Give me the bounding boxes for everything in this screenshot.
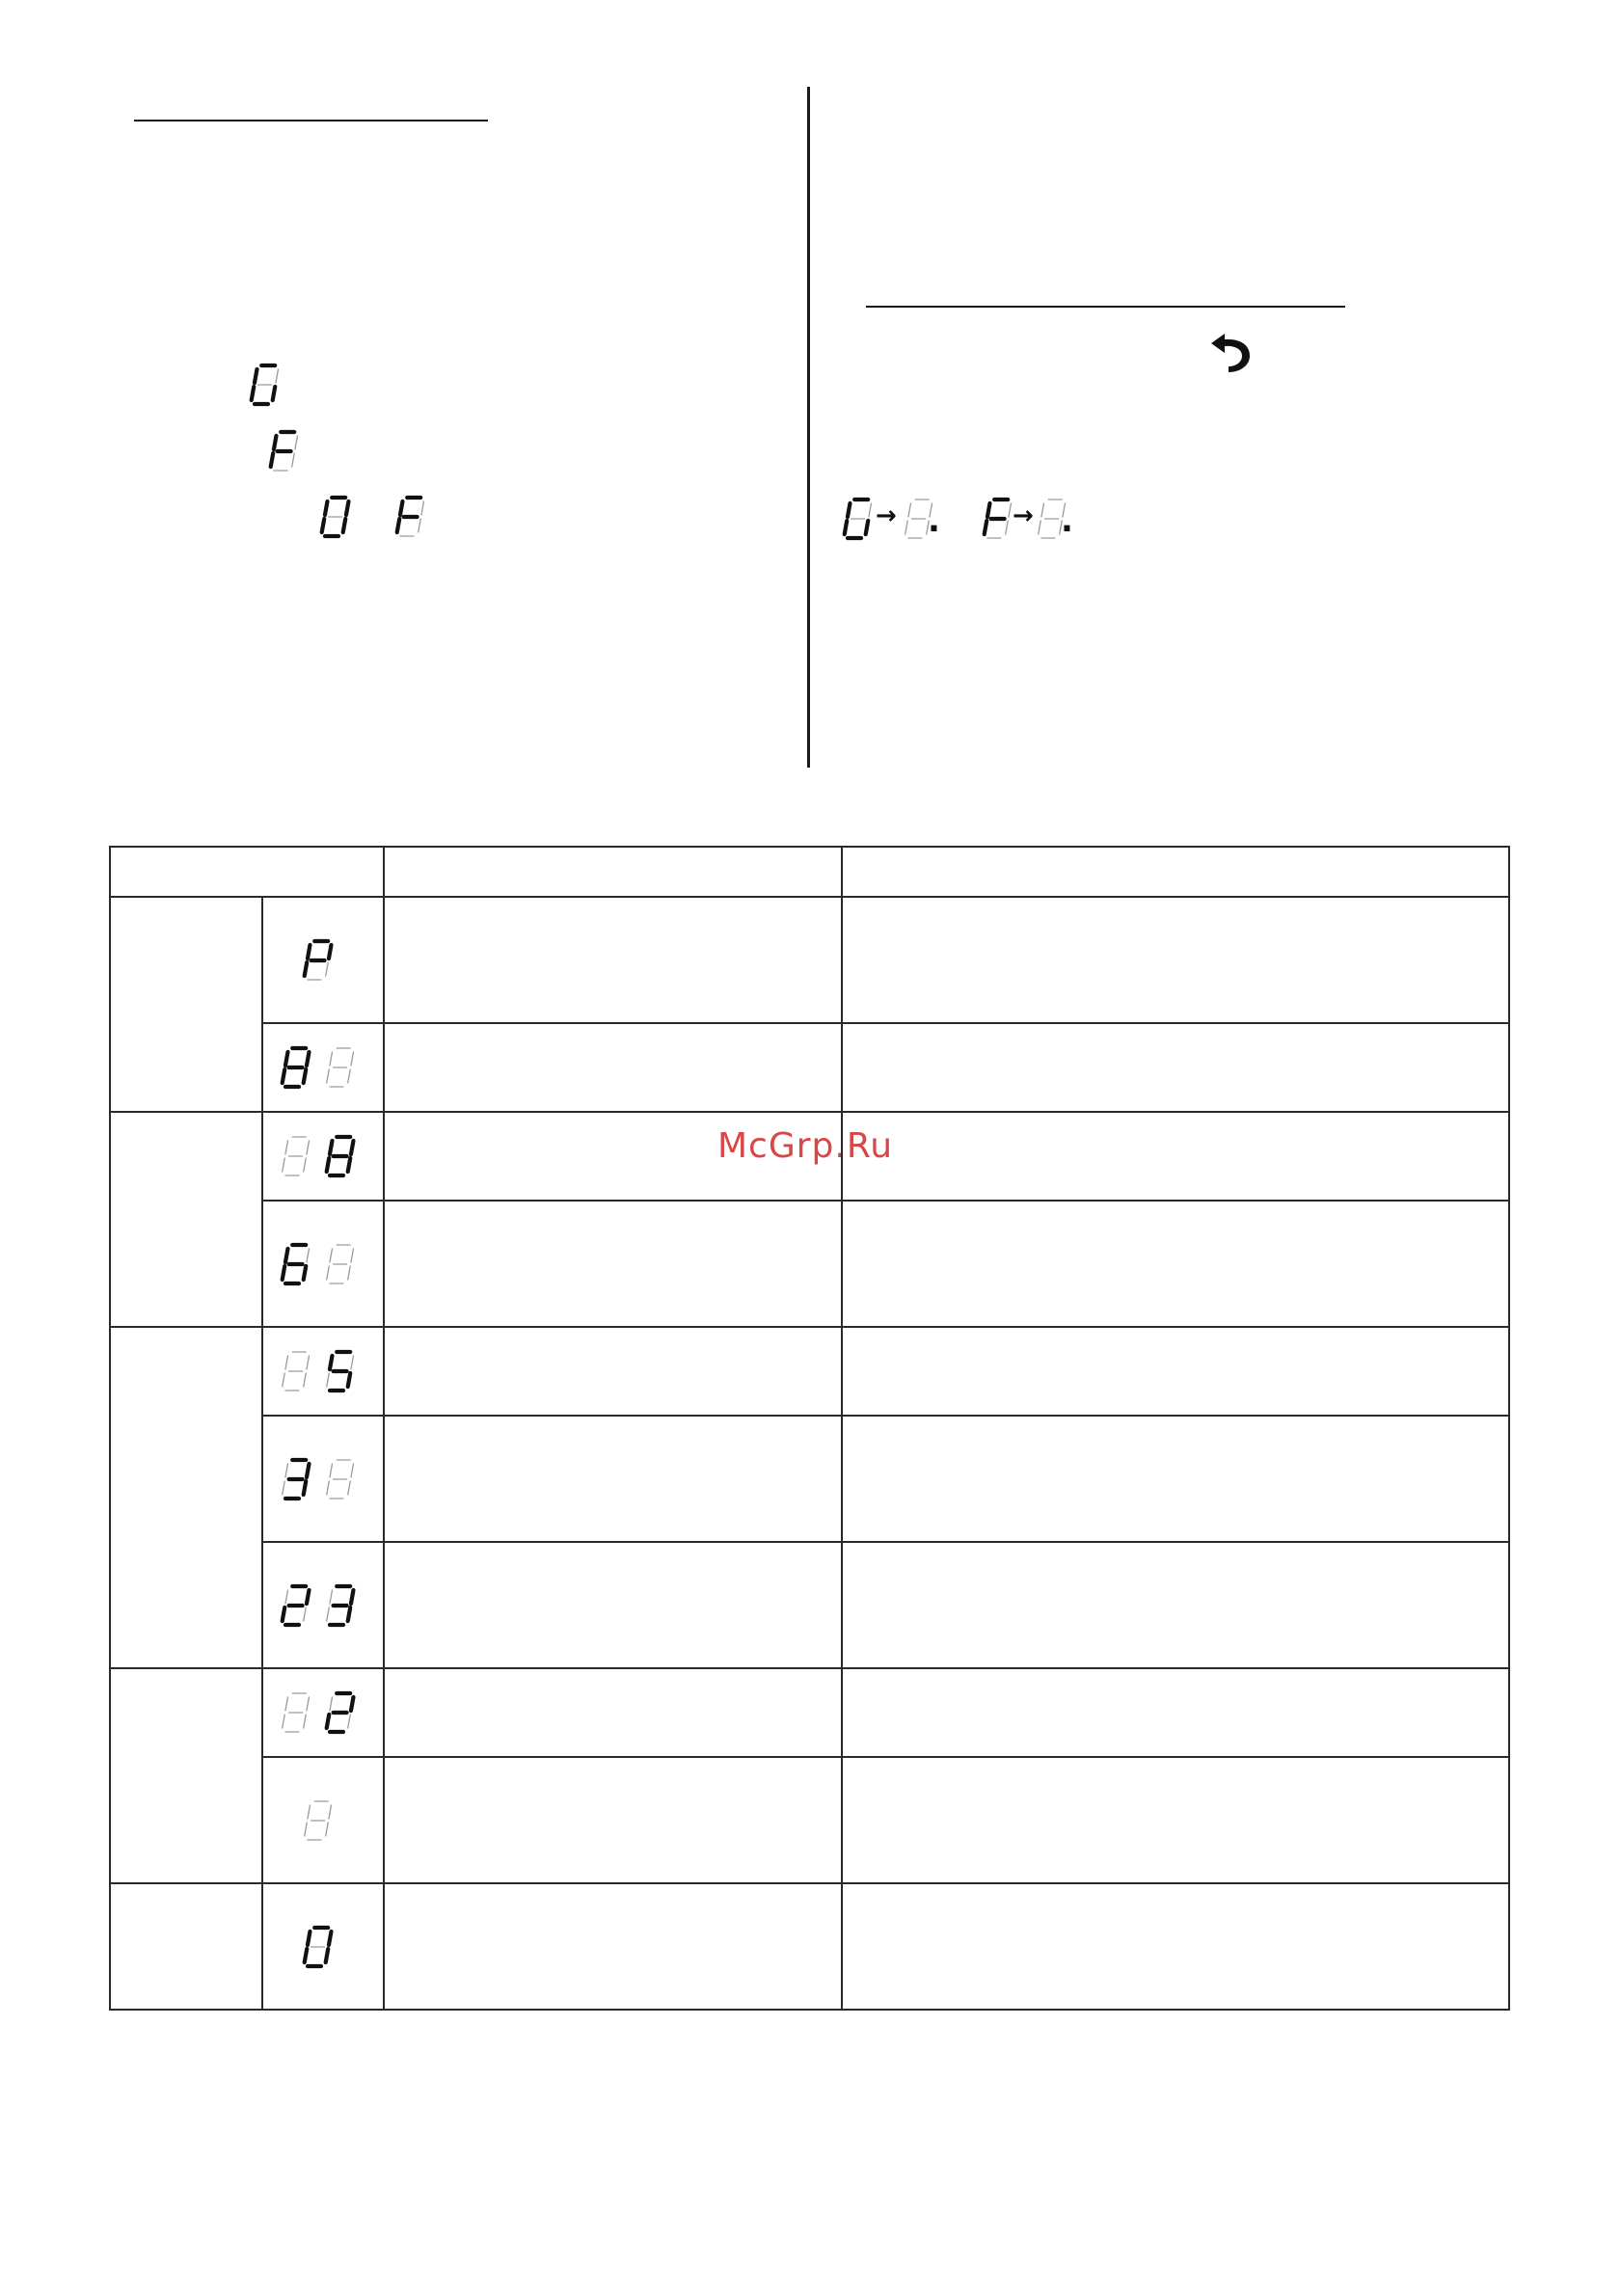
segment-off bbox=[307, 1356, 310, 1369]
segment-on bbox=[308, 1931, 311, 1945]
sequence-dot: . bbox=[928, 501, 940, 540]
display-cell bbox=[262, 1757, 384, 1883]
segment-off bbox=[330, 1590, 333, 1604]
note-cell bbox=[842, 897, 1509, 1023]
segment-off bbox=[283, 1158, 285, 1172]
segment-off bbox=[285, 1141, 288, 1154]
display-cell bbox=[262, 1416, 384, 1542]
description-cell bbox=[384, 1112, 842, 1201]
segment-off bbox=[327, 1481, 330, 1495]
segment-on bbox=[255, 369, 257, 383]
segment-off bbox=[326, 962, 329, 976]
segment-on bbox=[305, 962, 308, 976]
segment-off bbox=[304, 1373, 307, 1387]
segment-off bbox=[285, 1356, 288, 1369]
display-cell bbox=[262, 1327, 384, 1416]
segment-on bbox=[326, 1949, 329, 1962]
segment-off bbox=[285, 1464, 288, 1477]
segment-off bbox=[351, 1464, 354, 1477]
segment-off bbox=[307, 1249, 310, 1262]
sequence-arrow: → bbox=[876, 501, 897, 530]
display-symbol-f-2 bbox=[392, 492, 431, 542]
sequence-dot-2: . bbox=[1061, 501, 1073, 540]
table-row bbox=[110, 1668, 1509, 1757]
segment-off bbox=[330, 1052, 333, 1066]
segment-on bbox=[252, 387, 255, 400]
note-cell bbox=[842, 1416, 1509, 1542]
segment-off bbox=[348, 1715, 351, 1728]
segment-off bbox=[295, 436, 298, 449]
segment-off bbox=[1006, 521, 1009, 534]
segment-off bbox=[1039, 521, 1041, 534]
table-row bbox=[110, 1757, 1509, 1883]
segment-on bbox=[346, 501, 349, 515]
table-row bbox=[110, 1542, 1509, 1668]
segment-on bbox=[283, 1607, 285, 1621]
note-cell bbox=[842, 1112, 1509, 1201]
sequence-g-symbol bbox=[840, 494, 878, 544]
display-cell bbox=[262, 1112, 384, 1201]
segment-off bbox=[421, 501, 424, 515]
segment-off bbox=[304, 1715, 307, 1728]
segment-off bbox=[326, 1823, 329, 1836]
segment-on bbox=[329, 945, 332, 959]
segment-off bbox=[292, 453, 295, 467]
segment-on bbox=[330, 1356, 333, 1369]
segment-off bbox=[283, 1373, 285, 1387]
table-header-row bbox=[110, 847, 1509, 897]
segment-on bbox=[848, 503, 851, 517]
segment-off bbox=[304, 1158, 307, 1172]
segment-off bbox=[307, 1141, 310, 1154]
segment-off bbox=[308, 1805, 311, 1819]
segment-on bbox=[308, 945, 311, 959]
segment-on bbox=[273, 387, 276, 400]
segment-off bbox=[276, 369, 279, 383]
segment-on bbox=[283, 1069, 285, 1083]
segment-on bbox=[348, 1158, 351, 1172]
note-cell bbox=[842, 1883, 1509, 2010]
segment-on bbox=[351, 1590, 354, 1604]
group-cell bbox=[110, 1112, 262, 1327]
display-cell bbox=[262, 1668, 384, 1757]
segment-on bbox=[322, 519, 325, 532]
segment-off bbox=[908, 503, 911, 517]
segment-off bbox=[348, 1266, 351, 1280]
table-row bbox=[110, 1883, 1509, 2010]
note-cell bbox=[842, 1757, 1509, 1883]
segment-off bbox=[351, 1356, 354, 1369]
segment-on bbox=[343, 519, 346, 532]
segment-on bbox=[985, 521, 987, 534]
display-cell bbox=[262, 1201, 384, 1327]
segment-on bbox=[351, 1697, 354, 1711]
segment-on bbox=[285, 1249, 288, 1262]
segment-on bbox=[866, 521, 869, 534]
segment-on bbox=[351, 1141, 354, 1154]
note-cell bbox=[842, 1201, 1509, 1327]
segment-off bbox=[351, 1052, 354, 1066]
note-cell bbox=[842, 1542, 1509, 1668]
right-heading-rule bbox=[866, 306, 1345, 308]
table-row bbox=[110, 1023, 1509, 1112]
segment-off bbox=[351, 1249, 354, 1262]
segment-off bbox=[869, 503, 872, 517]
table-row bbox=[110, 1416, 1509, 1542]
display-symbol-g bbox=[247, 360, 285, 410]
segment-off bbox=[348, 1481, 351, 1495]
segment-on bbox=[304, 1481, 307, 1495]
sequence-arrow-2: → bbox=[1013, 501, 1034, 530]
segment-on bbox=[285, 1052, 288, 1066]
segment-on bbox=[304, 1266, 307, 1280]
segment-off bbox=[305, 1823, 308, 1836]
segment-on bbox=[307, 1052, 310, 1066]
segment-off bbox=[905, 521, 908, 534]
segment-off bbox=[1009, 503, 1012, 517]
segment-off bbox=[285, 1590, 288, 1604]
group-cell bbox=[110, 1883, 262, 2010]
watermark: McGrp.Ru bbox=[717, 1126, 894, 1166]
display-symbol-0 bbox=[317, 492, 356, 542]
segment-on bbox=[329, 1931, 332, 1945]
segment-off bbox=[327, 1373, 330, 1387]
group-cell bbox=[110, 1327, 262, 1668]
segment-off bbox=[304, 1607, 307, 1621]
segment-off bbox=[329, 1805, 332, 1819]
segment-on bbox=[307, 1464, 310, 1477]
description-cell bbox=[384, 1201, 842, 1327]
segment-on bbox=[987, 503, 990, 517]
table-row bbox=[110, 897, 1509, 1023]
note-cell bbox=[842, 1023, 1509, 1112]
note-cell bbox=[842, 1668, 1509, 1757]
description-cell bbox=[384, 1668, 842, 1757]
segment-on bbox=[274, 436, 277, 449]
segment-off bbox=[330, 1697, 333, 1711]
segment-off bbox=[1041, 503, 1044, 517]
note-cell bbox=[842, 1327, 1509, 1416]
display-cell bbox=[262, 1542, 384, 1668]
display-symbol-f bbox=[266, 426, 305, 476]
table-row bbox=[110, 1112, 1509, 1201]
segment-off bbox=[307, 1697, 310, 1711]
segment-on bbox=[325, 501, 328, 515]
display-cell bbox=[262, 1883, 384, 2010]
segment-on bbox=[400, 501, 403, 515]
segment-on bbox=[397, 519, 400, 532]
segment-off bbox=[327, 1069, 330, 1083]
header-cell bbox=[842, 847, 1509, 897]
segment-off bbox=[283, 1481, 285, 1495]
description-cell bbox=[384, 1416, 842, 1542]
description-cell bbox=[384, 1883, 842, 2010]
segment-off bbox=[330, 1464, 333, 1477]
segment-on bbox=[330, 1141, 333, 1154]
codes-table bbox=[109, 846, 1510, 2011]
table-row bbox=[110, 1201, 1509, 1327]
segment-on bbox=[271, 453, 274, 467]
segment-on bbox=[327, 1158, 330, 1172]
segment-off bbox=[327, 1607, 330, 1621]
description-cell bbox=[384, 1023, 842, 1112]
segment-off bbox=[348, 1069, 351, 1083]
segment-on bbox=[307, 1590, 310, 1604]
column-divider bbox=[807, 87, 810, 768]
group-cell bbox=[110, 897, 262, 1112]
description-cell bbox=[384, 897, 842, 1023]
description-cell bbox=[384, 1542, 842, 1668]
display-cell bbox=[262, 1023, 384, 1112]
segment-on bbox=[283, 1266, 285, 1280]
group-cell bbox=[110, 1668, 262, 1883]
segment-off bbox=[285, 1697, 288, 1711]
segment-on bbox=[304, 1069, 307, 1083]
segment-off bbox=[283, 1715, 285, 1728]
description-cell bbox=[384, 1757, 842, 1883]
segment-off bbox=[330, 1249, 333, 1262]
display-cell bbox=[262, 897, 384, 1023]
header-cell bbox=[110, 847, 384, 897]
segment-off bbox=[327, 1266, 330, 1280]
segment-on bbox=[348, 1373, 351, 1387]
segment-on bbox=[305, 1949, 308, 1962]
header-cell bbox=[384, 847, 842, 897]
left-heading-rule bbox=[134, 120, 488, 122]
segment-on bbox=[327, 1715, 330, 1728]
table-row bbox=[110, 1327, 1509, 1416]
segment-on bbox=[348, 1607, 351, 1621]
description-cell bbox=[384, 1327, 842, 1416]
segment-on bbox=[845, 521, 848, 534]
segment-off bbox=[419, 519, 421, 532]
undo-arrow-icon bbox=[1205, 324, 1259, 374]
